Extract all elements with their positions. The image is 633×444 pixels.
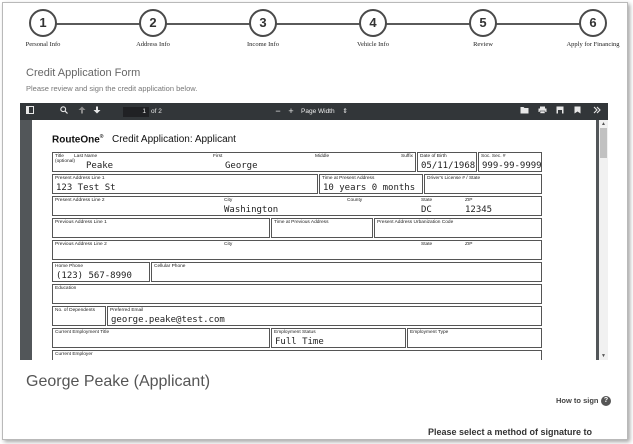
last-name-label: Last Name — [74, 154, 98, 159]
employment-status-value: Full Time — [275, 337, 324, 347]
employment-type-field — [407, 328, 542, 348]
select-method-prompt: Please select a method of signature to — [428, 427, 593, 437]
title-optional-label: (optional) — [55, 159, 75, 164]
open-file-icon[interactable] — [518, 103, 530, 120]
scroll-down-icon[interactable]: ▼ — [601, 353, 606, 359]
address-line1-value: 123 Test St — [56, 183, 116, 193]
more-tools-icon[interactable] — [591, 103, 603, 120]
sidebar-toggle-icon[interactable] — [24, 103, 36, 120]
step-number: 5 — [469, 9, 497, 37]
step-number: 1 — [29, 9, 57, 37]
address-line1-field — [52, 174, 318, 194]
drivers-license-field — [424, 174, 542, 194]
address-line1-label: Present Address Line 1 — [55, 176, 105, 181]
time-prev-label: Time at Previous Address — [274, 220, 329, 225]
suffix-label: Suffix — [401, 154, 413, 159]
city-value: Washington — [224, 205, 279, 215]
step-label: Income Info — [247, 41, 279, 48]
cell-phone-field — [151, 262, 542, 282]
step-label: Apply for Financing — [566, 41, 620, 48]
step-label: Personal Info — [25, 41, 61, 48]
address-line2-label: Present Address Line 2 — [55, 198, 105, 203]
email-label: Preferred Email — [110, 308, 144, 313]
download-icon[interactable] — [554, 103, 566, 120]
county-label: County — [347, 198, 363, 203]
ssn-field — [478, 152, 542, 172]
time-present-field — [319, 174, 423, 194]
step-income-info[interactable] — [213, 9, 313, 48]
logo-mark: ® — [99, 134, 104, 140]
first-name-value: George — [225, 161, 258, 171]
document-title: Credit Application: Applicant — [112, 134, 236, 145]
address-line2-row — [52, 196, 542, 216]
zip-value: 12345 — [465, 205, 493, 215]
step-number: 3 — [249, 9, 277, 37]
previous-page-icon[interactable] — [76, 103, 88, 120]
search-icon[interactable] — [58, 103, 70, 120]
employment-status-label: Employment Status — [274, 330, 316, 335]
step-number: 4 — [359, 9, 387, 37]
pdf-scrollbar[interactable] — [599, 120, 608, 360]
scroll-up-icon[interactable]: ▲ — [601, 121, 606, 127]
prev-address-line2-label: Previous Address Line 2 — [55, 242, 107, 247]
help-icon[interactable]: ? — [601, 396, 611, 406]
dob-field — [417, 152, 477, 172]
urbanization-label: Present Address Urbanization Code — [377, 220, 454, 225]
dependents-field — [52, 306, 106, 326]
home-phone-label: Home Phone — [55, 264, 83, 269]
form-title: Credit Application Form — [26, 67, 141, 79]
employment-status-field — [271, 328, 406, 348]
ssn-label: Soc. Sec. # — [481, 154, 506, 159]
app-frame — [2, 2, 628, 440]
ssn-value: 999-99-9999 — [482, 161, 542, 171]
step-review[interactable] — [433, 9, 533, 48]
pdf-toolbar — [20, 103, 608, 120]
pdf-page — [32, 120, 596, 360]
drivers-license-label: Driver's License # / State — [427, 176, 481, 181]
zoom-in-button[interactable]: + — [288, 106, 294, 116]
step-vehicle-info[interactable] — [323, 9, 423, 48]
prev-city-label: City — [224, 242, 233, 247]
time-prev-field — [271, 218, 373, 238]
progress-stepper — [3, 9, 628, 53]
first-name-label: First — [213, 154, 223, 159]
state-value: DC — [421, 205, 432, 215]
home-phone-value: (123) 567-8990 — [56, 271, 132, 281]
step-number: 6 — [579, 9, 607, 37]
routeone-logo — [52, 134, 103, 145]
dob-label: Date of Birth — [420, 154, 447, 159]
prev-address-line1-field — [52, 218, 270, 238]
employment-type-label: Employment Type — [410, 330, 449, 335]
zoom-label: Page Width — [301, 108, 335, 115]
step-number: 2 — [139, 9, 167, 37]
urbanization-field — [374, 218, 542, 238]
print-icon[interactable] — [536, 103, 548, 120]
pdf-viewer — [20, 103, 608, 360]
employer-label: Current Employer — [55, 352, 93, 357]
logo-text: RouteOne — [52, 134, 100, 146]
applicant-heading: George Peake (Applicant) — [26, 373, 211, 390]
how-to-sign-link[interactable]: How to sign — [556, 396, 599, 405]
email-field — [107, 306, 542, 326]
zoom-out-button[interactable]: − — [275, 106, 281, 116]
next-page-icon[interactable] — [91, 103, 103, 120]
zoom-select[interactable] — [301, 106, 348, 117]
step-label: Vehicle Info — [357, 41, 389, 48]
step-label: Address Info — [136, 41, 170, 48]
time-present-value: 10 years 0 months — [323, 183, 416, 193]
cell-phone-label: Cellular Phone — [154, 264, 186, 269]
state-label: State — [421, 198, 433, 203]
form-subtitle: Please review and sign the credit application below. — [26, 84, 198, 93]
prev-address-line1-label: Previous Address Line 1 — [55, 220, 107, 225]
scroll-thumb[interactable] — [600, 128, 607, 158]
page-total: of 2 — [151, 108, 162, 115]
email-value: george.peake@test.com — [111, 315, 225, 325]
prev-address-line2-row — [52, 240, 542, 260]
step-personal-info[interactable] — [2, 9, 93, 48]
last-name-value: Peake — [86, 161, 114, 171]
middle-name-label: Middle — [315, 154, 330, 159]
education-field — [52, 284, 542, 304]
prev-zip-label: ZIP — [465, 242, 473, 247]
home-phone-field — [52, 262, 150, 282]
time-present-label: Time at Present Address — [322, 176, 375, 181]
step-label: Review — [473, 41, 493, 48]
education-label: Education — [55, 286, 77, 291]
bookmark-icon[interactable] — [571, 103, 583, 120]
employment-title-field — [52, 328, 270, 348]
employment-title-label: Current Employment Title — [55, 330, 110, 335]
step-address-info[interactable] — [103, 9, 203, 48]
dependents-label: No. of Dependents — [55, 308, 96, 313]
step-apply-for-financing[interactable] — [543, 9, 628, 48]
dob-value: 05/11/1968 — [421, 161, 476, 171]
title-label: Title — [55, 154, 64, 159]
city-label: City — [224, 198, 233, 203]
zoom-caret-icon: ⇕ — [342, 108, 348, 115]
page-number-input[interactable]: 1 — [123, 107, 149, 117]
name-row — [52, 152, 416, 172]
employer-field — [52, 350, 542, 360]
zip-label: ZIP — [465, 198, 473, 203]
prev-state-label: State — [421, 242, 433, 247]
